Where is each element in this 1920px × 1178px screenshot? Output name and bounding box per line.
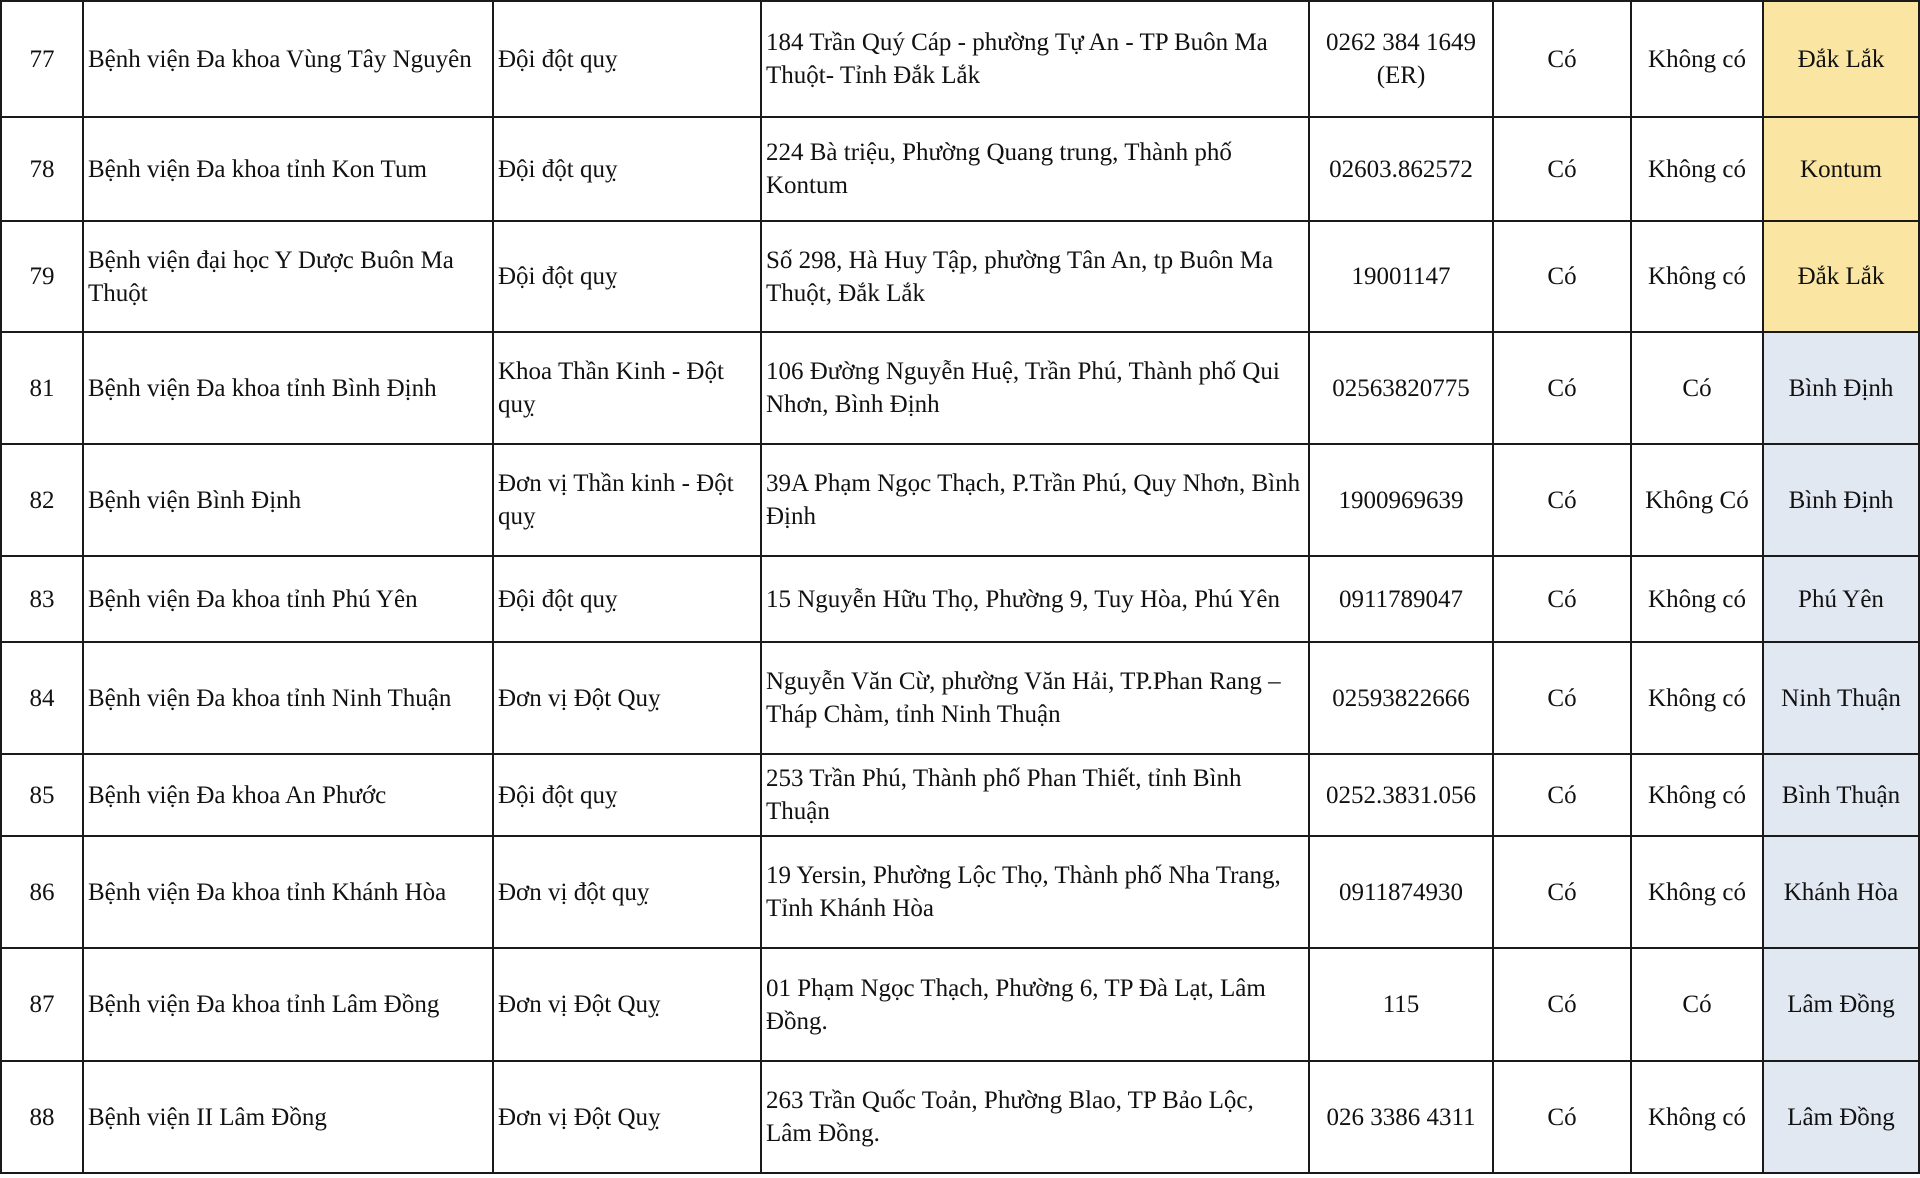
province-cell: Bình Thuận [1763, 754, 1919, 836]
status-cell: Có [1493, 444, 1631, 556]
stroke-unit: Đơn vị Đột Quỵ [493, 642, 761, 754]
availability-cell: Không có [1631, 836, 1763, 948]
row-number: 82 [1, 444, 83, 556]
status-cell: Có [1493, 948, 1631, 1061]
row-number: 81 [1, 332, 83, 444]
stroke-unit: Đội đột quỵ [493, 117, 761, 221]
stroke-unit: Đội đột quỵ [493, 1, 761, 117]
availability-cell: Không có [1631, 642, 1763, 754]
availability-cell: Không có [1631, 1061, 1763, 1173]
table-row [1, 332, 1919, 444]
hospital-address: Số 298, Hà Huy Tập, phường Tân An, tp Buôn Ma Thuột, Đắk Lắk [761, 221, 1309, 332]
stroke-unit: Đơn vị đột quỵ [493, 836, 761, 948]
status-cell: Có [1493, 754, 1631, 836]
province-cell: Lâm Đồng [1763, 1061, 1919, 1173]
stroke-unit: Đơn vị Đột Quỵ [493, 1061, 761, 1173]
hotline: 19001147 [1309, 221, 1493, 332]
stroke-unit: Đội đột quỵ [493, 754, 761, 836]
stroke-unit: Đội đột quỵ [493, 556, 761, 642]
hospital-address: 01 Phạm Ngọc Thạch, Phường 6, TP Đà Lạt, Lâm Đồng. [761, 948, 1309, 1061]
availability-cell: Không Có [1631, 444, 1763, 556]
table-row [1, 556, 1919, 642]
hotline: 02593822666 [1309, 642, 1493, 754]
hospital-address: Nguyễn Văn Cừ, phường Văn Hải, TP.Phan Rang – Tháp Chàm, tỉnh Ninh Thuận [761, 642, 1309, 754]
status-cell: Có [1493, 117, 1631, 221]
hospital-name: Bệnh viện Đa khoa tỉnh Lâm Đồng [83, 948, 493, 1061]
table-row [1, 836, 1919, 948]
hospital-address: 19 Yersin, Phường Lộc Thọ, Thành phố Nha Trang, Tỉnh Khánh Hòa [761, 836, 1309, 948]
row-number: 86 [1, 836, 83, 948]
status-cell: Có [1493, 836, 1631, 948]
hospital-name: Bệnh viện II Lâm Đồng [83, 1061, 493, 1173]
province-cell: Ninh Thuận [1763, 642, 1919, 754]
hospital-name: Bệnh viện Đa khoa An Phước [83, 754, 493, 836]
row-number: 77 [1, 1, 83, 117]
availability-cell: Có [1631, 332, 1763, 444]
status-cell: Có [1493, 556, 1631, 642]
stroke-unit: Đơn vị Đột Quỵ [493, 948, 761, 1061]
hotline: 0262 384 1649 (ER) [1309, 1, 1493, 117]
hotline: 1900969639 [1309, 444, 1493, 556]
status-cell: Có [1493, 221, 1631, 332]
hospital-address: 39A Phạm Ngọc Thạch, P.Trần Phú, Quy Nhơn, Bình Định [761, 444, 1309, 556]
row-number: 83 [1, 556, 83, 642]
hotline: 0252.3831.056 [1309, 754, 1493, 836]
hospital-name: Bệnh viện Bình Định [83, 444, 493, 556]
province-cell: Kontum [1763, 117, 1919, 221]
table-row [1, 117, 1919, 221]
row-number: 84 [1, 642, 83, 754]
stroke-unit: Đơn vị Thần kinh - Đột quỵ [493, 444, 761, 556]
hospital-address: 224 Bà triệu, Phường Quang trung, Thành phố Kontum [761, 117, 1309, 221]
table-row [1, 1, 1919, 117]
province-cell: Đắk Lắk [1763, 221, 1919, 332]
hospital-name: Bệnh viện Đa khoa Vùng Tây Nguyên [83, 1, 493, 117]
table-row [1, 948, 1919, 1061]
row-number: 87 [1, 948, 83, 1061]
row-number: 88 [1, 1061, 83, 1173]
province-cell: Phú Yên [1763, 556, 1919, 642]
table-row [1, 221, 1919, 332]
availability-cell: Không có [1631, 754, 1763, 836]
hotline: 02563820775 [1309, 332, 1493, 444]
table-row [1, 1061, 1919, 1173]
row-number: 85 [1, 754, 83, 836]
province-cell: Bình Định [1763, 444, 1919, 556]
province-cell: Đắk Lắk [1763, 1, 1919, 117]
hotline: 026 3386 4311 [1309, 1061, 1493, 1173]
hospital-name: Bệnh viện Đa khoa tỉnh Ninh Thuận [83, 642, 493, 754]
hospital-name: Bệnh viện đại học Y Dược Buôn Ma Thuột [83, 221, 493, 332]
availability-cell: Không có [1631, 221, 1763, 332]
hospital-name: Bệnh viện Đa khoa tỉnh Kon Tum [83, 117, 493, 221]
hospital-name: Bệnh viện Đa khoa tỉnh Phú Yên [83, 556, 493, 642]
hotline: 02603.862572 [1309, 117, 1493, 221]
status-cell: Có [1493, 332, 1631, 444]
table-row [1, 444, 1919, 556]
status-cell: Có [1493, 1061, 1631, 1173]
status-cell: Có [1493, 1, 1631, 117]
stroke-unit: Đội đột quỵ [493, 221, 761, 332]
hotline: 115 [1309, 948, 1493, 1061]
row-number: 79 [1, 221, 83, 332]
availability-cell: Không có [1631, 117, 1763, 221]
table-row [1, 642, 1919, 754]
hotline: 0911874930 [1309, 836, 1493, 948]
status-cell: Có [1493, 642, 1631, 754]
stroke-unit: Khoa Thần Kinh - Đột quỵ [493, 332, 761, 444]
hospital-address: 253 Trần Phú, Thành phố Phan Thiết, tỉnh Bình Thuận [761, 754, 1309, 836]
hospital-address: 15 Nguyễn Hữu Thọ, Phường 9, Tuy Hòa, Phú Yên [761, 556, 1309, 642]
province-cell: Khánh Hòa [1763, 836, 1919, 948]
availability-cell: Không có [1631, 556, 1763, 642]
hospital-address: 106 Đường Nguyễn Huệ, Trần Phú, Thành phố Qui Nhơn, Bình Định [761, 332, 1309, 444]
hospital-name: Bệnh viện Đa khoa tỉnh Bình Định [83, 332, 493, 444]
availability-cell: Không có [1631, 1, 1763, 117]
row-number: 78 [1, 117, 83, 221]
hotline: 0911789047 [1309, 556, 1493, 642]
hospital-address: 184 Trần Quý Cáp - phường Tự An - TP Buôn Ma Thuột- Tỉnh Đắk Lắk [761, 1, 1309, 117]
hospital-name: Bệnh viện Đa khoa tỉnh Khánh Hòa [83, 836, 493, 948]
hospital-address: 263 Trần Quốc Toản, Phường Blao, TP Bảo Lộc, Lâm Đồng. [761, 1061, 1309, 1173]
province-cell: Lâm Đồng [1763, 948, 1919, 1061]
availability-cell: Có [1631, 948, 1763, 1061]
table-row [1, 754, 1919, 836]
province-cell: Bình Định [1763, 332, 1919, 444]
